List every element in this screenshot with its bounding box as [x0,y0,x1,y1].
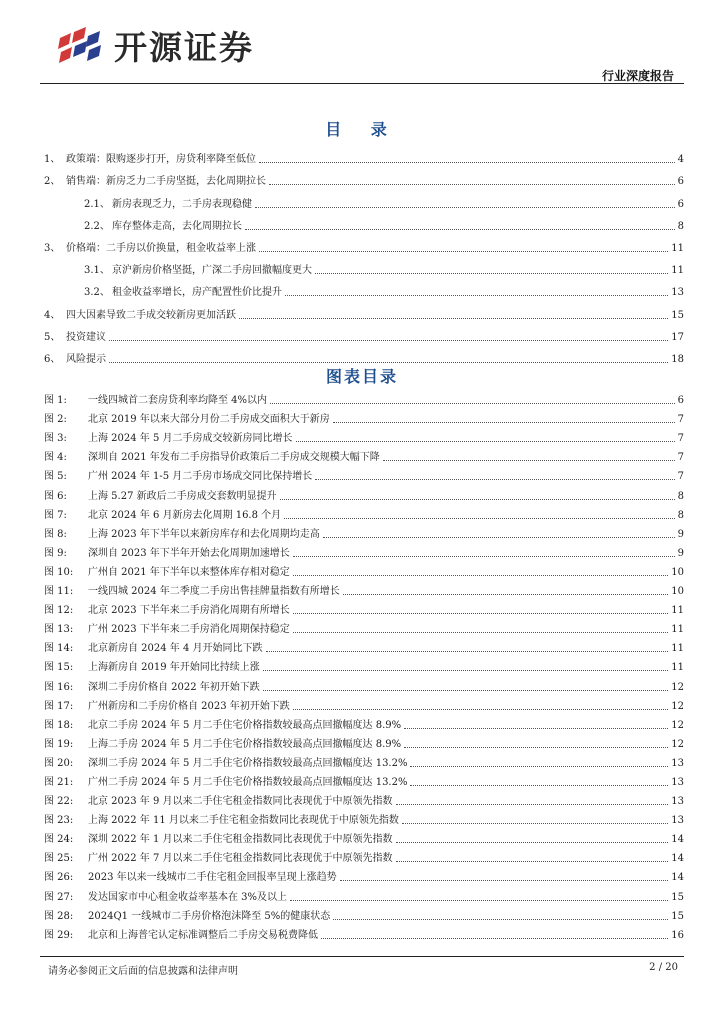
entry-page: 10 [671,566,684,578]
dot-leader [315,273,668,274]
dot-leader [410,785,668,786]
dot-leader [333,422,675,423]
toc-title: 目 录 [325,120,399,139]
dot-leader [109,362,668,363]
page-header [0,0,724,90]
entry-page: 10 [671,586,684,598]
dot-leader [266,651,669,652]
toc-entry[interactable] [44,191,684,213]
entry-number: 图 22: [44,796,74,808]
figure-entry[interactable] [44,447,684,466]
entry-number: 图 15: [44,662,74,674]
entry-title: 北京二手房 2024 年 5 月二手住宅价格指数较最高点回撤幅度达 8.9% [88,719,402,731]
dot-leader [255,207,675,208]
toc-entry[interactable] [44,214,684,236]
figure-entry[interactable] [44,600,684,619]
entry-title: 北京 2023 下半年来二手房消化周期有所增长 [88,605,290,617]
figure-entry[interactable] [44,562,684,581]
entry-title: 库存整体走高，去化周期拉长 [112,220,242,232]
entry-page: 18 [671,353,684,365]
entry-page: 15 [671,891,684,903]
entry-number: 5、 [44,331,61,343]
entry-number: 图 17: [44,700,74,712]
figure-entry[interactable] [44,505,684,524]
entry-title: 四大因素导致二手成交较新房更加活跃 [66,309,236,321]
figure-entry[interactable] [44,409,684,428]
figure-entry[interactable] [44,466,684,485]
entry-title: 广州新房和二手房价格自 2023 年初开始下跌 [88,700,290,712]
entry-number: 3.2、 [84,287,110,299]
entry-number: 图 5: [44,471,67,483]
figure-entry[interactable] [44,581,684,600]
entry-page: 12 [671,719,684,731]
dot-leader [109,340,668,341]
entry-title: 投资建议 [66,331,106,343]
entry-title: 一线四城 2024 年二季度二手房出售挂牌量指数有所增长 [88,586,340,598]
entry-number: 图 21: [44,776,74,788]
figure-entry[interactable] [44,772,684,791]
entry-page: 11 [671,662,684,674]
entry-title: 租金收益率增长，房产配置性价比提升 [112,287,282,299]
figure-entry[interactable] [44,848,684,867]
entry-page: 13 [671,776,684,788]
entry-page: 12 [671,738,684,750]
entry-number: 图 2: [44,414,67,426]
entry-number: 图 9: [44,547,67,559]
entry-page: 17 [671,331,684,343]
dot-leader [383,460,675,461]
dot-leader [263,690,668,691]
figure-entry[interactable] [44,676,684,695]
entry-title: 广州自 2021 年下半年以来整体库存相对稳定 [88,566,290,578]
logo-mark-icon [58,24,108,68]
dot-leader [296,441,675,442]
entry-number: 图 29: [44,929,74,941]
figure-entry[interactable] [44,925,684,944]
footer-disclaimer: 请务必参阅正文后面的信息披露和法律声明 [48,966,238,977]
figure-entry[interactable] [44,715,684,734]
entry-number: 1、 [44,154,61,166]
entry-page: 14 [671,834,684,846]
entry-title: 广州 2024 年 1-5 月二手房市场成交同比保持增长 [88,471,313,483]
dot-leader [410,766,668,767]
entry-number: 图 6: [44,490,67,502]
figure-entry[interactable] [44,696,684,715]
entry-number: 4、 [44,309,61,321]
entry-title: 北京 2019 年以来大部分月份二手房成交面积大于新房 [88,414,330,426]
entry-number: 图 28: [44,910,74,922]
entry-page: 6 [677,395,684,407]
entry-title: 价格端：二手房以价换量，租金收益率上涨 [66,242,256,254]
entry-page: 15 [671,910,684,922]
dot-leader [284,518,674,519]
entry-title: 政策端：限购逐步打开，房贷利率降至低位 [66,154,256,166]
entry-title: 上海 2022 年 11 月以来二手住宅租金指数同比表现优于中原领先指数 [88,815,399,827]
entry-number: 图 10: [44,566,74,578]
figure-entry[interactable] [44,867,684,886]
entry-page: 12 [671,700,684,712]
figure-entry[interactable] [44,657,684,676]
entry-number: 图 20: [44,757,74,769]
entry-number: 3.1、 [84,265,110,277]
dot-leader [343,594,668,595]
figure-entry[interactable] [44,734,684,753]
entry-title: 上海二手房 2024 年 5 月二手住宅价格指数较最高点回撤幅度达 8.9% [88,738,402,750]
entry-title: 京沪新房价格坚挺，广深二手房回撤幅度更大 [112,265,312,277]
toc-entry[interactable] [44,147,684,169]
toc-entry[interactable] [44,325,684,347]
dot-leader [270,403,675,404]
dot-leader [269,184,675,185]
dot-leader [280,499,675,500]
toc-entry[interactable] [44,169,684,191]
company-logo [58,22,254,69]
figure-entry[interactable] [44,543,684,562]
dot-leader [396,861,669,862]
entry-title: 深圳二手房 2024 年 5 月二手住宅价格指数较最高点回撤幅度达 13.2% [88,757,408,769]
entry-page: 11 [671,605,684,617]
entry-title: 一线四城首二套房贷利率均降至 4%以内 [88,395,268,407]
entry-number: 图 27: [44,891,74,903]
entry-page: 6 [677,198,684,210]
entry-number: 图 23: [44,815,74,827]
entry-title: 上海 2024 年 5 月二手房成交较新房同比增长 [88,433,293,445]
entry-title: 深圳 2022 年 1 月以来二手住宅租金指数同比表现优于中原领先指数 [88,834,393,846]
page-number: 2 / 20 [649,962,678,973]
entry-page: 7 [677,471,684,483]
toc-entry[interactable] [44,258,684,280]
figure-entry[interactable] [44,906,684,925]
entry-page: 11 [671,624,684,636]
entry-number: 图 18: [44,719,74,731]
entry-number: 图 26: [44,872,74,884]
dot-leader [402,823,668,824]
dot-leader [323,537,675,538]
entry-number: 图 4: [44,452,67,464]
entry-page: 14 [671,853,684,865]
toc-entry[interactable] [44,236,684,258]
entry-page: 15 [671,309,684,321]
figure-entry[interactable] [44,524,684,543]
figure-entry[interactable] [44,428,684,447]
dot-leader [404,728,668,729]
figure-entry[interactable] [44,829,684,848]
entry-title: 深圳二手房价格自 2022 年初开始下跌 [88,681,260,693]
entry-number: 图 25: [44,853,74,865]
header-divider [40,83,684,84]
entry-number: 图 7: [44,509,67,521]
entry-title: 广州 2023 下半年来二手房消化周期保持稳定 [88,624,290,636]
report-type-label: 行业深度报告 [601,69,674,83]
entry-page: 11 [671,643,684,655]
entry-title: 广州二手房 2024 年 5 月二手住宅价格指数较最高点回撤幅度达 13.2% [88,776,408,788]
dot-leader [293,632,668,633]
figure-entry[interactable] [44,753,684,772]
entry-number: 图 19: [44,738,74,750]
entry-number: 图 24: [44,834,74,846]
dot-leader [285,295,668,296]
entry-title: 深圳自 2023 年下半年开始去化周期加速增长 [88,547,290,559]
entry-title: 北京 2023 年 9 月以来二手住宅租金指数同比表现优于中原领先指数 [88,796,393,808]
entry-number: 图 12: [44,605,74,617]
dot-leader [333,919,668,920]
dot-leader [245,229,675,230]
dot-leader [239,318,668,319]
entry-page: 8 [677,509,684,521]
entry-page: 7 [677,414,684,426]
figure-entry[interactable] [44,791,684,810]
figure-entry[interactable] [44,619,684,638]
entry-number: 6、 [44,353,61,365]
entry-number: 图 8: [44,528,67,540]
entry-page: 13 [671,757,684,769]
entry-number: 2、 [44,176,61,188]
entry-title: 上海新房自 2019 年开始同比持续上涨 [88,662,260,674]
dot-leader [293,709,668,710]
entry-number: 图 14: [44,643,74,655]
entry-title: 发达国家市中心租金收益率基本在 3%及以上 [88,891,288,903]
footer-divider [40,956,684,957]
entry-title: 风险提示 [66,353,106,365]
toc-entry[interactable] [44,302,684,324]
entry-page: 7 [677,452,684,464]
dot-leader [396,842,669,843]
entry-page: 11 [671,242,684,254]
entry-page: 7 [677,433,684,445]
entry-title: 新房表现乏力，二手房表现稳健 [112,198,252,210]
dot-leader [263,670,668,671]
entry-title: 2023 年以来一线城市二手住宅租金回报率呈现上涨趋势 [88,872,337,884]
figure-list [44,390,684,944]
dot-leader [404,747,668,748]
entry-title: 2024Q1 一线城市二手房价格泡沫降至 5%的健康状态 [88,910,331,922]
entry-page: 8 [677,220,684,232]
entry-page: 9 [677,547,684,559]
figure-entry[interactable] [44,638,684,657]
toc-list [44,147,684,369]
entry-number: 图 1: [44,395,67,407]
entry-page: 4 [677,154,684,166]
dot-leader [293,613,668,614]
dot-leader [396,804,669,805]
entry-number: 图 16: [44,681,74,693]
entry-page: 14 [671,872,684,884]
entry-page: 13 [671,815,684,827]
figure-entry[interactable] [44,390,684,409]
entry-number: 图 11: [44,586,74,598]
entry-number: 图 13: [44,624,74,636]
entry-title: 北京新房自 2024 年 4 月开始同比下跌 [88,643,263,655]
dot-leader [293,556,675,557]
entry-title: 广州 2022 年 7 月以来二手住宅租金指数同比表现优于中原领先指数 [88,853,393,865]
dot-leader [259,251,668,252]
entry-title: 上海 2023 年下半年以来新房库存和去化周期均走高 [88,528,320,540]
entry-number: 3、 [44,242,61,254]
dot-leader [290,900,668,901]
entry-page: 6 [677,176,684,188]
entry-page: 12 [671,681,684,693]
dot-leader [321,938,668,939]
dot-leader [315,479,674,480]
entry-title: 销售端：新房乏力二手房坚挺，去化周期拉长 [66,176,266,188]
entry-title: 北京 2024 年 6 月新房去化周期 16.8 个月 [88,509,282,521]
dot-leader [340,880,669,881]
entry-page: 13 [671,796,684,808]
figure-entry[interactable] [44,886,684,905]
entry-title: 北京和上海普宅认定标准调整后二手房交易税费降低 [88,929,318,941]
figure-entry[interactable] [44,810,684,829]
entry-number: 图 3: [44,433,67,445]
entry-page: 16 [671,929,684,941]
figure-entry[interactable] [44,485,684,504]
entry-number: 2.1、 [84,198,110,210]
dot-leader [293,575,668,576]
entry-title: 深圳自 2021 年发布二手房指导价政策后二手房成交规模大幅下降 [88,452,380,464]
brand-name: 开源证券 [114,28,254,67]
figure-list-title: 图表目录 [325,367,398,386]
entry-number: 2.2、 [84,220,110,232]
entry-title: 上海 5.27 新政后二手房成交套数明显提升 [88,490,277,502]
dot-leader [259,162,675,163]
toc-entry[interactable] [44,280,684,302]
entry-page: 11 [671,265,684,277]
entry-page: 13 [671,287,684,299]
entry-page: 9 [677,528,684,540]
entry-page: 8 [677,490,684,502]
